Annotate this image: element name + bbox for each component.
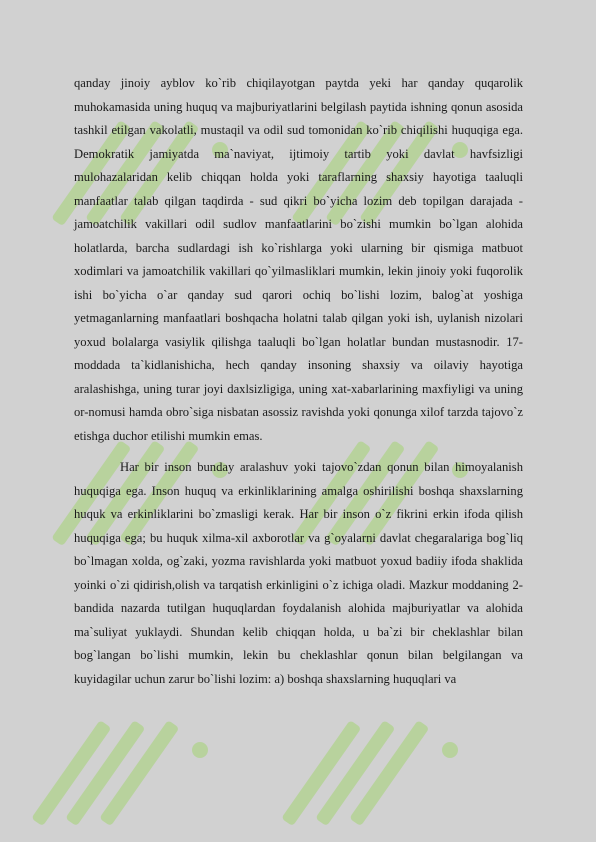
document-body (74, 72, 523, 691)
watermark-dot (192, 742, 208, 758)
document-paragraph: qanday jinoiy ayblov ko`rib chiqilayotgan paytda yeki har qanday quqarolik muhokamasida uning huquq va majburiyatlarini belgilash paytida ishning qonun asosida tashkil etilgan vakolatli, mustaqil va odil sud tomonidan ko`rib chiqilishi huquqiga ega. Demokratik jamiyatda ma`naviyat, ijtimoiy tartib yoki davlat havfsizligi mulohazalaridan kelib chiqqan holda yoki taraflarning shaxsiy hayotiga taaluqli manfaatlar talab qilgan taqdirda - sud qikri bo`yicha lozim deb topilgan darajada - jamoatchilik vakillari odil sudlov manfaatlarini bo`zishi mumkin bo`lgan alohida holatlarda, barcha sudlardagi ish ko`rishlarga yoki ularning bir qismiga matbuot xodimlari va jamoatchilik vakillari qo`yilmasliklari mumkin, lekin jinoiy yoki fuqorolik ishi bo`yicha o`ar qanday sud qarori ochiq bo`lishi lozim, balog`at yoshiga yetmaganlarning manfaatlari boshqacha holatni talab qilgan yoki ish, uylanish nizolari yoxud bolalarga vasiylik qilishga taaluqli bo`lgan holatlar bundan mustasnodir. 17- moddada ta`kidlanishicha, hech qanday insoning shaxsiy va oilaviy hayotiga aralashishga, uning turar joyi daxlsizligiga, uning xat-xabarlarining maxfiyligi va uning or-nomusi hamda obro`siga nisbatan asossiz ravishda yoki qonunga xilof tarzda tajovo`z etishga duchor etilishi mumkin emas. (74, 76, 523, 443)
document-paragraph: Har bir inson bunday aralashuv yoki tajovo`zdan qonun bilan himoyalanish huquqiga ega. Inson huquq va erkinliklarining amalga oshirilishi boshqa shaxslarning huquk va erkinliklarini bo`zmasligi kerak. Har bir inson o`z fikrini erkin ifoda qilish huquqiga ega; bu huquk xilma-xil axborotlar va g`oyalarni davlat chegaralariga bog`liq bo`lmagan xolda, og`zaki, yozma ravishlarda yoki matbuot yoxud badiiy ifoda shaklida yoinki o`zi qidirish,olish va tarqatish erkinligini o`z ichiga oladi. Mazkur moddaning 2-bandida nazarda tutilgan huquqlardan foydalanish alohida majburiyatlar va alohida ma`suliyat yuklaydi. Shundan kelib chiqqan holda, u ba`zi bir cheklashlar bilan bog`langan bo`lishi mumkin, lekin bu cheklashlar qonun bilan belgilangan va kuyidagilar uchun zarur bo`lishi lozim: a) boshqa shaxslarning huquqlari va (74, 460, 523, 686)
watermark-dot (442, 742, 458, 758)
